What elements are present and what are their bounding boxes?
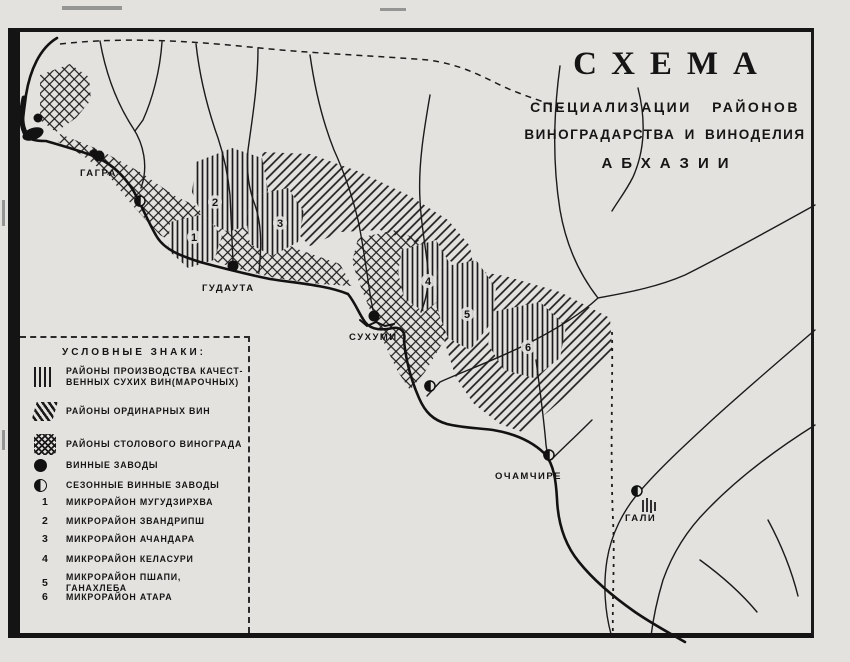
legend-number: 3	[42, 533, 48, 545]
city-label-gali: ГАЛИ	[625, 513, 657, 524]
legend-item-label: МИКРОРАЙОН АТАРА	[66, 591, 173, 602]
half-circle-icon	[30, 479, 66, 492]
legend-item-label: РАЙОНЫ ОРДИНАРНЫХ ВИН	[66, 406, 211, 416]
legend-item-label: МИКРОРАЙОН ЗВАНДРИПШ	[66, 515, 205, 526]
legend-number: 6	[42, 591, 48, 603]
legend-item-label: РАЙОНЫ СТОЛОВОГО ВИНОГРАДА	[66, 439, 243, 449]
legend-item-microdistrict-2	[30, 515, 244, 527]
legend-item-label: МИКРОРАЙОН КЕЛАСУРИ	[66, 553, 194, 564]
legend-item-microdistrict-3	[30, 533, 244, 545]
legend-item-label: МИКРОРАЙОН МУГУДЗИРХВА	[66, 496, 214, 507]
diagonal-hatch-swatch	[30, 402, 66, 421]
legend-item-quality-wines	[30, 366, 244, 388]
legend-item-label: ВИННЫЕ ЗАВОДЫ	[66, 460, 159, 470]
legend-label-line: ВЕННЫХ СУХИХ ВИН(МАРОЧНЫХ)	[66, 377, 240, 387]
map-number-3: 3	[277, 218, 284, 230]
legend-item-microdistrict-6	[30, 591, 244, 603]
legend-item-label: СЕЗОННЫЕ ВИННЫЕ ЗАВОДЫ	[66, 480, 220, 490]
title-line-4: АБХАЗИИ	[601, 155, 738, 172]
legend-item-microdistrict-4	[30, 553, 244, 565]
title-line-3: ВИНОГРАДАРСТВА И ВИНОДЕЛИЯ	[524, 127, 806, 142]
legend-label-line: РАЙОНЫ ПРОИЗВОДСТВА КАЧЕСТ-	[66, 366, 244, 376]
legend-item-seasonal-factories	[30, 479, 244, 492]
legend-item-ordinary-wines	[30, 402, 244, 421]
city-label-gagra: ГАГРА	[80, 168, 117, 179]
cross-hatch-swatch	[30, 434, 66, 455]
legend-number: 4	[42, 553, 48, 565]
vertical-hatch-swatch	[30, 367, 66, 387]
legend-item-wine-factories	[30, 459, 244, 472]
legend-item-table-grapes	[30, 434, 244, 455]
map-number-6: 6	[525, 342, 532, 354]
legend-number: 5	[42, 577, 48, 589]
legend-item-microdistrict-1	[30, 496, 244, 508]
title-line-1: СХЕМА	[573, 46, 772, 82]
legend-item-label	[66, 366, 243, 388]
legend-number: 2	[42, 515, 48, 527]
map-number-2: 2	[212, 197, 219, 209]
filled-circle-icon	[30, 459, 66, 472]
map-number-5: 5	[464, 309, 471, 321]
map-number-1: 1	[191, 232, 198, 244]
city-label-gudauta: ГУДАУТА	[202, 283, 255, 294]
legend-box	[20, 336, 250, 633]
legend-number: 1	[42, 496, 48, 508]
map-number-4: 4	[425, 276, 432, 288]
city-label-sukhumi: СУХУМИ	[349, 332, 398, 343]
legend-item-label: МИКРОРАЙОН ПШАПИ, ГАНАХЛЕБА	[66, 572, 182, 593]
map-title-block	[515, 46, 815, 172]
legend-item-label: МИКРОРАЙОН АЧАНДАРА	[66, 533, 195, 544]
title-line-2: СПЕЦИАЛИЗАЦИИ РАЙОНОВ	[530, 99, 800, 115]
legend-header: УСЛОВНЫЕ ЗНАКИ:	[62, 347, 206, 358]
city-label-ochamchire: ОЧАМЧИРЕ	[495, 471, 563, 482]
